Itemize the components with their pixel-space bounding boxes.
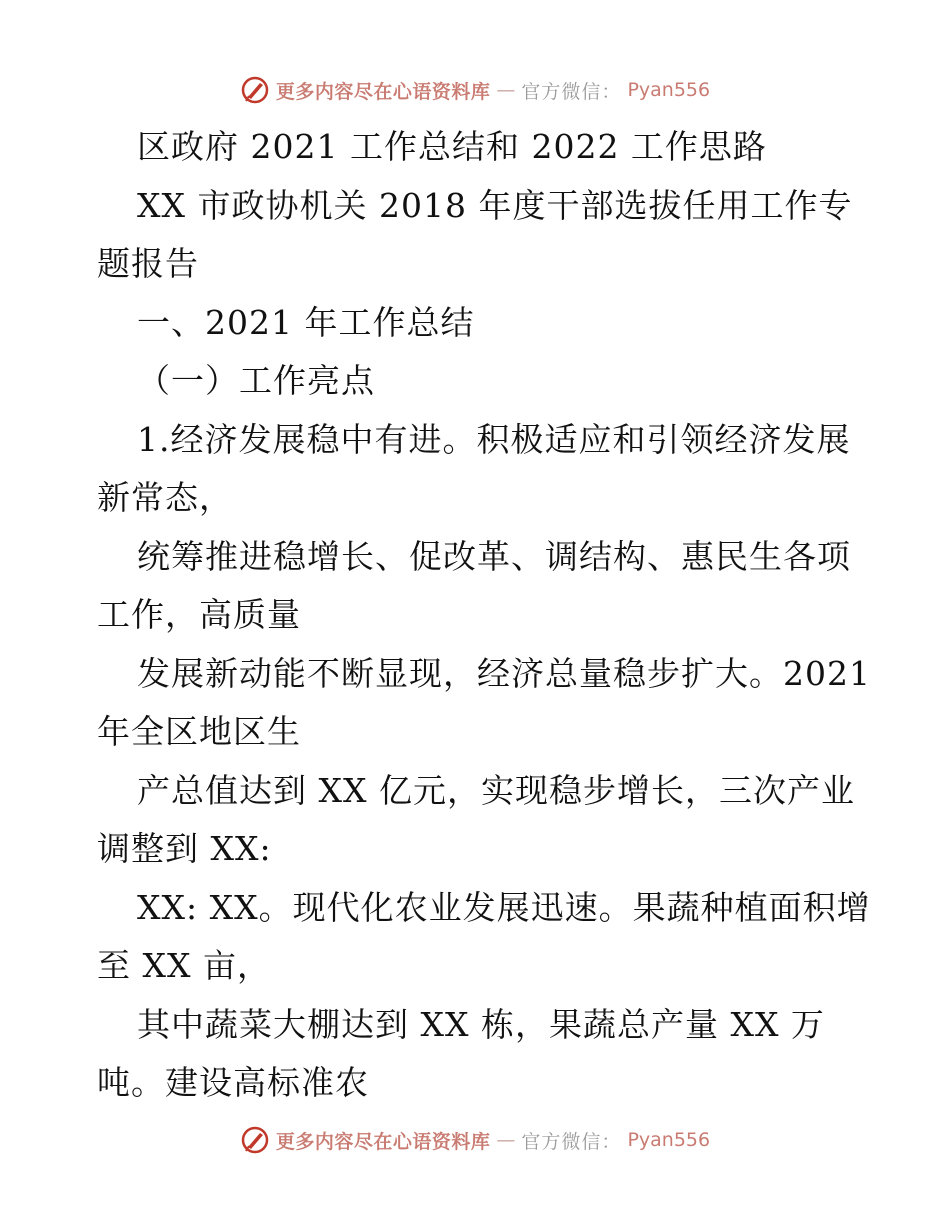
watermark-text: 更多内容尽在心语资料库 [275, 80, 491, 103]
text-line: 至 XX 亩， [97, 946, 271, 985]
text-line: 题报告 [97, 244, 199, 283]
watermark-dash: — [496, 79, 516, 101]
text-line: 年全区地区生 [97, 712, 301, 751]
text-line: 区政府 2021 工作总结和 2022 工作思路 [137, 127, 767, 166]
watermark-wechat-id: Pyan556 [627, 79, 711, 101]
watermark-official-label: 官方微信： [521, 1130, 622, 1153]
quill-logo-icon [240, 1125, 270, 1155]
text-line: 产总值达到 XX 亿元，实现稳步增长，三次产业 [137, 770, 855, 810]
text-line: 统筹推进稳增长、促改革、调结构、惠民生各项 [137, 536, 851, 576]
watermark-dash: — [496, 1129, 516, 1151]
text-line: 发展新动能不断显现，经济总量稳步扩大。2021 [137, 653, 871, 693]
quill-logo-icon [240, 75, 270, 105]
text-line: 吨。建设高标准农 [97, 1063, 369, 1102]
watermark-official-label: 官方微信： [521, 80, 622, 103]
watermark-wechat-id: Pyan556 [627, 1129, 711, 1151]
text-line: XX 市政协机关 2018 年度干部选拔任用工作专 [137, 185, 853, 225]
text-line: 其中蔬菜大棚达到 XX 栋，果蔬总产量 XX 万 [137, 1004, 825, 1044]
text-line: 一、2021 年工作总结 [137, 302, 475, 342]
text-line: （一）工作亮点 [137, 361, 375, 400]
watermark-footer [0, 1120, 950, 1160]
text-line: 工作，高质量 [97, 595, 301, 634]
document-body [97, 118, 871, 1113]
text-line: 新常态， [97, 478, 233, 517]
text-line: 调整到 XX: [97, 829, 272, 868]
text-line: XX: XX。现代化农业发展迅速。果蔬种植面积增 [137, 887, 871, 927]
watermark-header [0, 70, 950, 110]
watermark-text: 更多内容尽在心语资料库 [275, 1130, 491, 1153]
text-line: 1.经济发展稳中有进。积极适应和引领经济发展 [137, 419, 851, 459]
